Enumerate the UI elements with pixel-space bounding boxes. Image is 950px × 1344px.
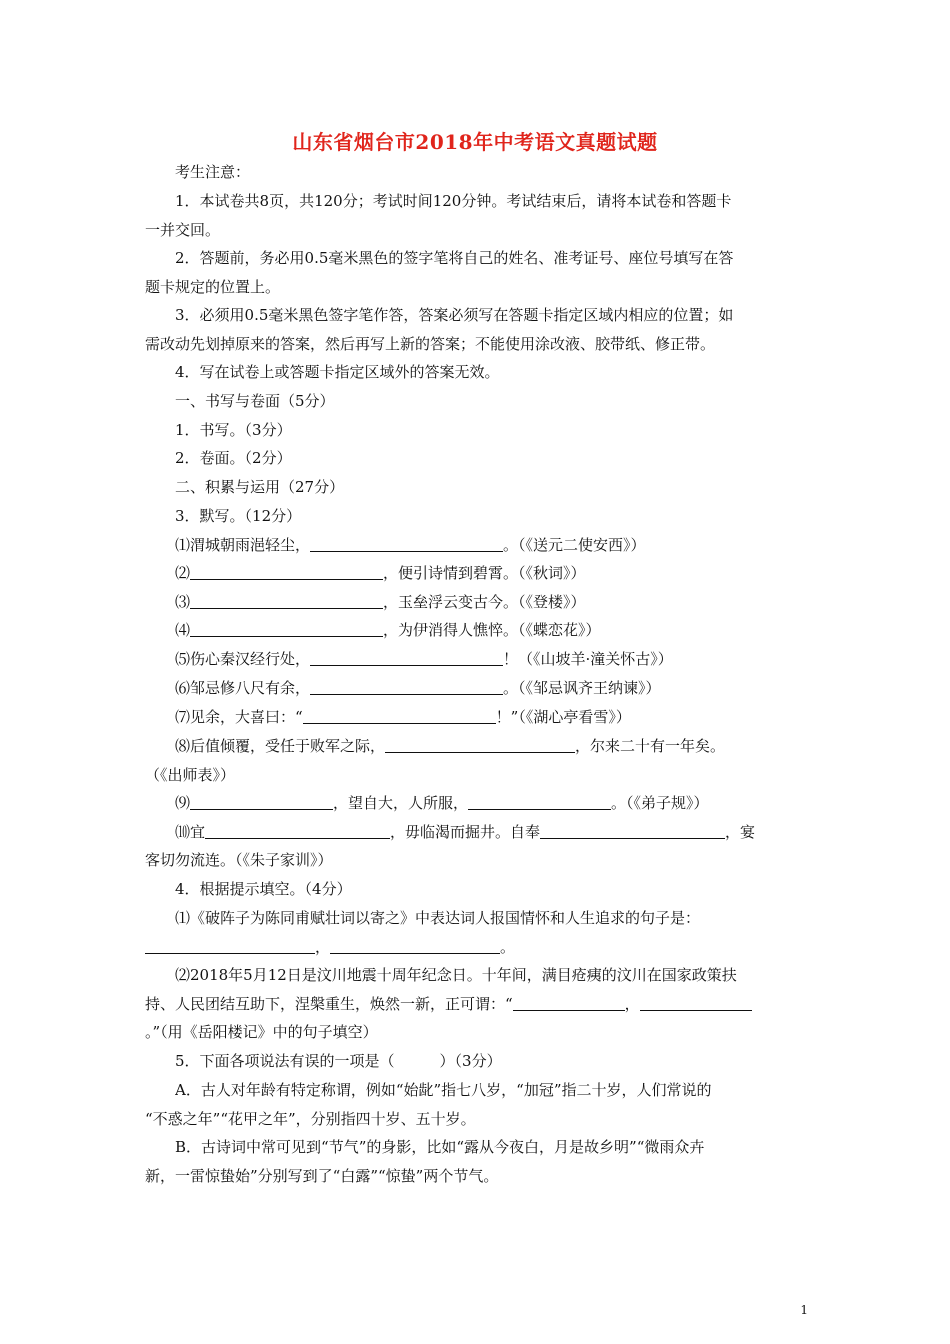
question-3-heading: 3．默写。（12分）: [175, 507, 302, 525]
fill-2-line-3: 。”（用《岳阳楼记》中的句子填空）: [145, 1023, 378, 1041]
answer-blank[interactable]: [303, 708, 496, 724]
notice-item-2-line-1: 2．答题前，务必用0.5毫米黑色的签字笔将自己的姓名、准考证号、座位号填写在答: [175, 249, 734, 267]
section-1-heading: 一、书写与卷面（5分）: [175, 392, 335, 410]
dictation-source: ，玉垒浮云变古今。（《登楼》）: [383, 593, 586, 611]
answer-blank[interactable]: [190, 621, 383, 637]
dictation-text: ，望自大，人所服，: [333, 794, 469, 812]
answer-blank[interactable]: [190, 593, 383, 609]
fill-1-prompt: ⑴《破阵子为陈同甫赋壮词以寄之》中表达词人报国情怀和人生追求的句子是：: [175, 909, 701, 927]
answer-blank[interactable]: [468, 794, 611, 810]
fill-1-end: 。: [500, 938, 516, 956]
dictation-text-end: ，宴: [725, 823, 756, 841]
dictation-prompt: ⑽宜: [175, 823, 206, 841]
answer-blank[interactable]: [385, 737, 575, 753]
answer-blank[interactable]: [330, 938, 500, 954]
exam-title: 山东省烟台市2018年中考语文真题试题: [292, 130, 658, 154]
dictation-prompt: ⑶: [175, 593, 191, 611]
dictation-source: 。（《送元二使安西》）: [503, 536, 646, 554]
dictation-prompt: ⑵: [175, 564, 191, 582]
answer-blank[interactable]: [310, 650, 503, 666]
dictation-source: ，为伊消得人憔悴。（《蝶恋花》）: [383, 621, 601, 639]
dictation-source: ，尔来二十有一年矣。: [575, 737, 726, 755]
option-b-line-2: 新，一雷惊蛰始”分别写到了“白露”“惊蛰”两个节气。: [145, 1167, 499, 1185]
answer-blank[interactable]: [190, 564, 383, 580]
section-2-heading: 二、积累与运用（27分）: [175, 478, 345, 496]
fill-1-answer: [145, 937, 810, 957]
dictation-line-10-source: 客切勿流连。（《朱子家训》）: [145, 851, 333, 869]
fill-2-separator: ，: [624, 995, 640, 1013]
dictation-line-2: [175, 563, 810, 583]
dictation-line-4: [175, 620, 810, 640]
dictation-line-1: [175, 535, 810, 555]
answer-blank[interactable]: [310, 536, 503, 552]
dictation-source: ，便引诗情到碧霄。（《秋词》）: [383, 564, 586, 582]
dictation-line-3: [175, 592, 810, 612]
question-5-heading: 5．下面各项说法有误的一项是（ ）（3分）: [175, 1052, 502, 1070]
dictation-prompt: ⑹邹忌修八尺有余，: [175, 679, 311, 697]
notice-item-3-line-2: 需改动先划掉原来的答案，然后再写上新的答案；不能使用涂改液、胶带纸、修正带。: [145, 335, 716, 353]
page-number: 1: [800, 1303, 808, 1317]
dictation-text: ，毋临渴而掘井。自奉: [390, 823, 541, 841]
fill-2-line-1: ⑵2018年5月12日是汶川地震十周年纪念日。十年间，满目疮痍的汶川在国家政策扶: [175, 966, 737, 984]
fill-2-line-2: [145, 994, 810, 1014]
dictation-prompt: ⑷: [175, 621, 191, 639]
dictation-source: 。（《弟子规》）: [611, 794, 709, 812]
dictation-prompt: ⑺见余，大喜曰：“: [175, 708, 303, 726]
dictation-line-8-source: （《出师表》）: [145, 766, 236, 784]
dictation-line-8: [175, 736, 810, 756]
dictation-prompt: ⑸伤心秦汉经行处，: [175, 650, 311, 668]
answer-blank[interactable]: [145, 938, 315, 954]
answer-blank[interactable]: [190, 794, 333, 810]
notice-item-2-line-2: 题卡规定的位置上。: [145, 278, 281, 296]
dictation-source: ！（《山坡羊·潼关怀古》）: [503, 650, 673, 668]
dictation-source: 。（《邹忌讽齐王纳谏》）: [503, 679, 661, 697]
dictation-line-10: [175, 822, 810, 842]
option-a-line-1: A．古人对年龄有特定称谓，例如“始龀”指七八岁，“加冠”指二十岁，人们常说的: [175, 1081, 712, 1099]
dictation-prompt: ⑻后值倾覆，受任于败军之际，: [175, 737, 386, 755]
dictation-line-9: [175, 793, 810, 813]
fill-1-separator: ，: [315, 938, 331, 956]
dictation-line-7: [175, 707, 810, 727]
question-2: 2．卷面。（2分）: [175, 449, 292, 467]
fill-2-prompt: 持、人民团结互助下，涅槃重生，焕然一新，正可谓：“: [145, 995, 513, 1013]
dictation-prompt: ⑼: [175, 794, 191, 812]
notice-item-3-line-1: 3．必须用0.5毫米黑色签字笔作答，答案必须写在答题卡指定区域内相应的位置；如: [175, 306, 734, 324]
notice-item-1-line-2: 一并交回。: [145, 221, 221, 239]
dictation-line-5: [175, 649, 810, 669]
notice-heading: 考生注意：: [175, 163, 251, 181]
answer-blank[interactable]: [640, 995, 752, 1011]
dictation-prompt: ⑴渭城朝雨浥轻尘，: [175, 536, 311, 554]
answer-blank[interactable]: [540, 823, 725, 839]
option-b-line-1: B．古诗词中常可见到“节气”的身影，比如“露从今夜白，月是故乡明”“微雨众卉: [175, 1138, 705, 1156]
notice-item-1-line-1: 1．本试卷共8页，共120分；考试时间120分钟。考试结束后，请将本试卷和答题卡: [175, 192, 732, 210]
dictation-source: ！”（《湖心亭看雪》）: [495, 708, 631, 726]
notice-item-4: 4．写在试卷上或答题卡指定区域外的答案无效。: [175, 363, 500, 381]
answer-blank[interactable]: [513, 995, 625, 1011]
answer-blank[interactable]: [310, 679, 503, 695]
option-a-line-2: “不惑之年”“花甲之年”，分别指四十岁、五十岁。: [145, 1110, 476, 1128]
question-4-heading: 4．根据提示填空。（4分）: [175, 880, 352, 898]
answer-blank[interactable]: [205, 823, 390, 839]
dictation-line-6: [175, 678, 810, 698]
question-1: 1．书写。（3分）: [175, 421, 292, 439]
